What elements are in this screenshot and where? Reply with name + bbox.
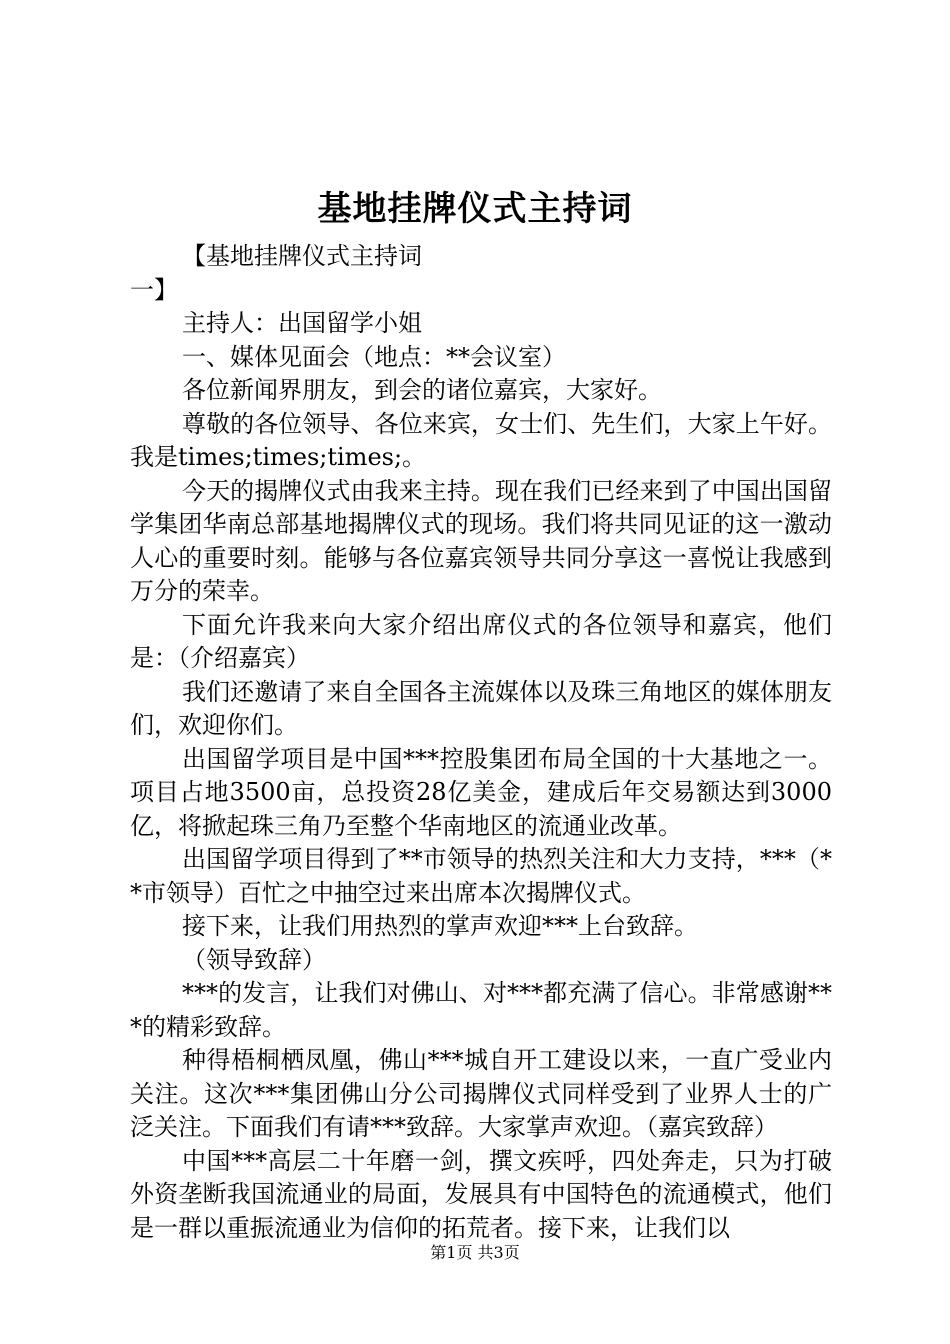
paragraph-media: 我们还邀请了来自全国各主流媒体以及珠三角地区的媒体朋友们，欢迎你们。	[130, 677, 832, 739]
paragraph-section-title: 一、媒体见面会（地点：**会议室）	[182, 342, 566, 371]
paragraph-thanks: ***的发言，让我们对佛山、对***都充满了信心。非常感谢***的精彩致辞。	[130, 979, 832, 1041]
paragraph-guest-speech: 种得梧桐栖凤凰，佛山***城自开工建设以来，一直广受业内关注。这次***集团佛山分公司揭牌仪式同样受到了业界人士的广泛关注。下面我们有请***致辞。大家掌声欢迎。（嘉宾致辞）	[130, 1046, 832, 1141]
page-indicator: 第1页 共3页	[430, 1243, 520, 1262]
paragraph-host: 主持人：出国留学小姐	[182, 309, 422, 337]
document-body	[130, 240, 832, 1245]
paragraph-greeting: 各位新闻界朋友，到会的诸位嘉宾，大家好。	[182, 376, 662, 404]
paragraph-heading: 【基地挂牌仪式主持词一】	[130, 242, 422, 304]
paragraph-ceremony-intro: 今天的揭牌仪式由我来主持。现在我们已经来到了中国出国留学集团华南总部基地揭牌仪式的现场。我们将共同见证的这一激动人心的重要时刻。能够与各位嘉宾领导共同分享这一喜悦让我感到万分的荣幸。	[130, 476, 832, 605]
document-title: 基地挂牌仪式主持词	[317, 189, 633, 229]
paragraph-pioneers: 中国***高层二十年磨一剑，撰文疾呼，四处奔走，只为打破外资垄断我国流通业的局面，发展具有中国特色的流通模式，他们是一群以重振流通业为信仰的拓荒者。接下来，让我们以	[130, 1146, 832, 1242]
paragraph-welcome: 尊敬的各位领导、各位来宾，女士们、先生们，大家上午好。我是times;times;times;。	[130, 409, 832, 471]
paragraph-invite-speech: 接下来，让我们用热烈的掌声欢迎***上台致辞。	[182, 912, 698, 940]
paragraph-support: 出国留学项目得到了**市领导的热烈关注和大力支持，***（**市领导）百忙之中抽空过来出席本次揭牌仪式。	[130, 845, 832, 907]
paragraph-project: 出国留学项目是中国***控股集团布局全国的十大基地之一。项目占地3500亩，总投资28亿美金，建成后年交易额达到3000亿，将掀起珠三角乃至整个华南地区的流通业改革。	[130, 744, 832, 840]
paragraph-leader-speech: （领导致辞）	[182, 945, 326, 974]
paragraph-guest-intro: 下面允许我来向大家介绍出席仪式的各位领导和嘉宾，他们是：（介绍嘉宾）	[130, 610, 832, 672]
